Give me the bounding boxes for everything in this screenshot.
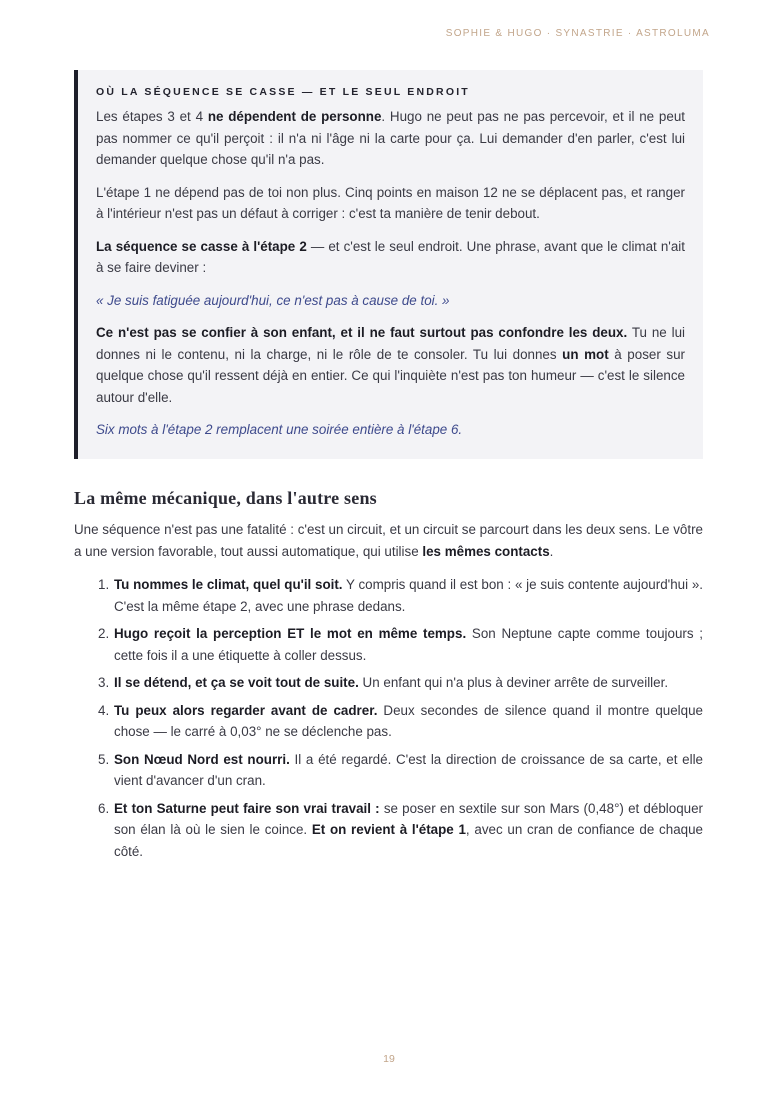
- callout-title: OÙ LA SÉQUENCE SE CASSE — ET LE SEUL ENDROIT: [96, 86, 470, 98]
- list-item: [98, 798, 703, 863]
- list-number: 6.: [98, 800, 110, 816]
- callout-box: [74, 70, 703, 459]
- list-number: 3.: [98, 675, 110, 690]
- list-item: [98, 574, 703, 617]
- bold-run: un mot: [562, 346, 609, 362]
- text-run: Tu ne lui donnes ni le contenu, ni la charge, ni le rôle de te consoler. Tu lui donnes: [96, 325, 685, 362]
- list-number: 1.: [98, 577, 110, 592]
- callout-paragraph-4: [96, 322, 685, 408]
- bold-run: ne dépendent de personne: [207, 109, 382, 124]
- bold-run: Tu peux alors regarder avant de cadrer.: [114, 702, 378, 718]
- running-header: SOPHIE & HUGO · SYNASTRIE · ASTROLUMA: [445, 28, 710, 39]
- bold-run: Tu nommes le climat, quel qu'il soit.: [114, 577, 343, 592]
- bold-run: La séquence se casse à l'étape 2: [96, 238, 307, 254]
- text-run: , avec un cran de confiance de chaque côté.: [114, 822, 703, 859]
- text-run: Y compris quand il est bon : « je suis contente aujourd'hui ». C'est la même étape 2, avec une phrase dedans.: [114, 577, 703, 614]
- list-number: 4.: [98, 702, 110, 718]
- list-number: 5.: [98, 751, 110, 767]
- callout-paragraph-3: [96, 236, 685, 279]
- text-run: . Hugo ne peut pas ne pas percevoir, et il ne peut pas nommer ce qu'il perçoit : il n'a ni l'âge ni la carte pour ça. Lui demander d'en parler, c'est lui demander quelque chose qu'il n'a pas.: [96, 109, 685, 167]
- bold-run: Et ton Saturne peut faire son vrai travail :: [114, 800, 380, 816]
- callout-paragraph-2: L'étape 1 ne dépend pas de toi non plus. Cinq points en maison 12 ne se déplacent pas, et ranger à l'intérieur n'est pas un défaut à corriger : c'est ta manière de tenir debout.: [96, 184, 685, 221]
- bold-run: Ce n'est pas se confier à son enfant, et il ne faut surtout pas confondre les deux.: [96, 325, 628, 340]
- callout-quote: « Je suis fatiguée aujourd'hui, ce n'est pas à cause de toi. »: [96, 292, 450, 308]
- bold-run: Son Nœud Nord est nourri.: [114, 751, 290, 767]
- list-number: 2.: [98, 626, 110, 641]
- text-run: Un enfant qui n'a plus à deviner arrête de surveiller.: [358, 675, 669, 690]
- section-title: La même mécanique, dans l'autre sens: [74, 488, 377, 508]
- page-number: 19: [383, 1053, 395, 1065]
- text-run: se poser en sextile sur son Mars (0,48°) et débloquer son élan là où le sien le coince.: [114, 800, 703, 837]
- list-item: [98, 749, 703, 792]
- text-run: à poser sur quelque chose qu'il ressent déjà en entier. Ce qui l'inquiète n'est pas ton humeur — c'est le silence autour d'elle.: [96, 346, 685, 405]
- text-run: Une séquence n'est pas une fatalité : c'est un circuit, et un circuit se parcourt dans les deux sens. Le vôtre a une version favorable, tout aussi automatique, qui utilise: [74, 522, 703, 559]
- callout-closing: Six mots à l'étape 2 remplacent une soirée entière à l'étape 6.: [96, 422, 463, 437]
- list-item: [98, 700, 703, 743]
- bold-run: les mêmes contacts: [422, 543, 550, 559]
- bold-run: Et on revient à l'étape 1: [311, 822, 466, 837]
- list-item: [98, 623, 704, 666]
- text-run: Deux secondes de silence quand il montre quelque chose — le carré à 0,03° ne se déclenche pas.: [114, 702, 703, 739]
- text-run: Les étapes 3 et 4: [96, 109, 208, 124]
- text-run: Son Neptune capte comme toujours ; cette fois il a une étiquette à coller dessus.: [114, 626, 704, 663]
- callout-paragraph-1: [96, 106, 685, 171]
- text-run: .: [549, 543, 554, 559]
- steps-list: [74, 574, 703, 862]
- text-run: Il a été regardé. C'est la direction de croissance de sa carte, et elle vient d'avancer d'un cran.: [114, 751, 703, 788]
- section-intro: [74, 519, 703, 562]
- list-item: [98, 672, 703, 694]
- bold-run: Il se détend, et ça se voit tout de suite.: [114, 675, 359, 690]
- bold-run: Hugo reçoit la perception ET le mot en même temps.: [114, 626, 467, 641]
- text-run: — et c'est le seul endroit. Une phrase, avant que le climat n'ait à se faire deviner :: [96, 238, 685, 275]
- main-section: [74, 488, 703, 868]
